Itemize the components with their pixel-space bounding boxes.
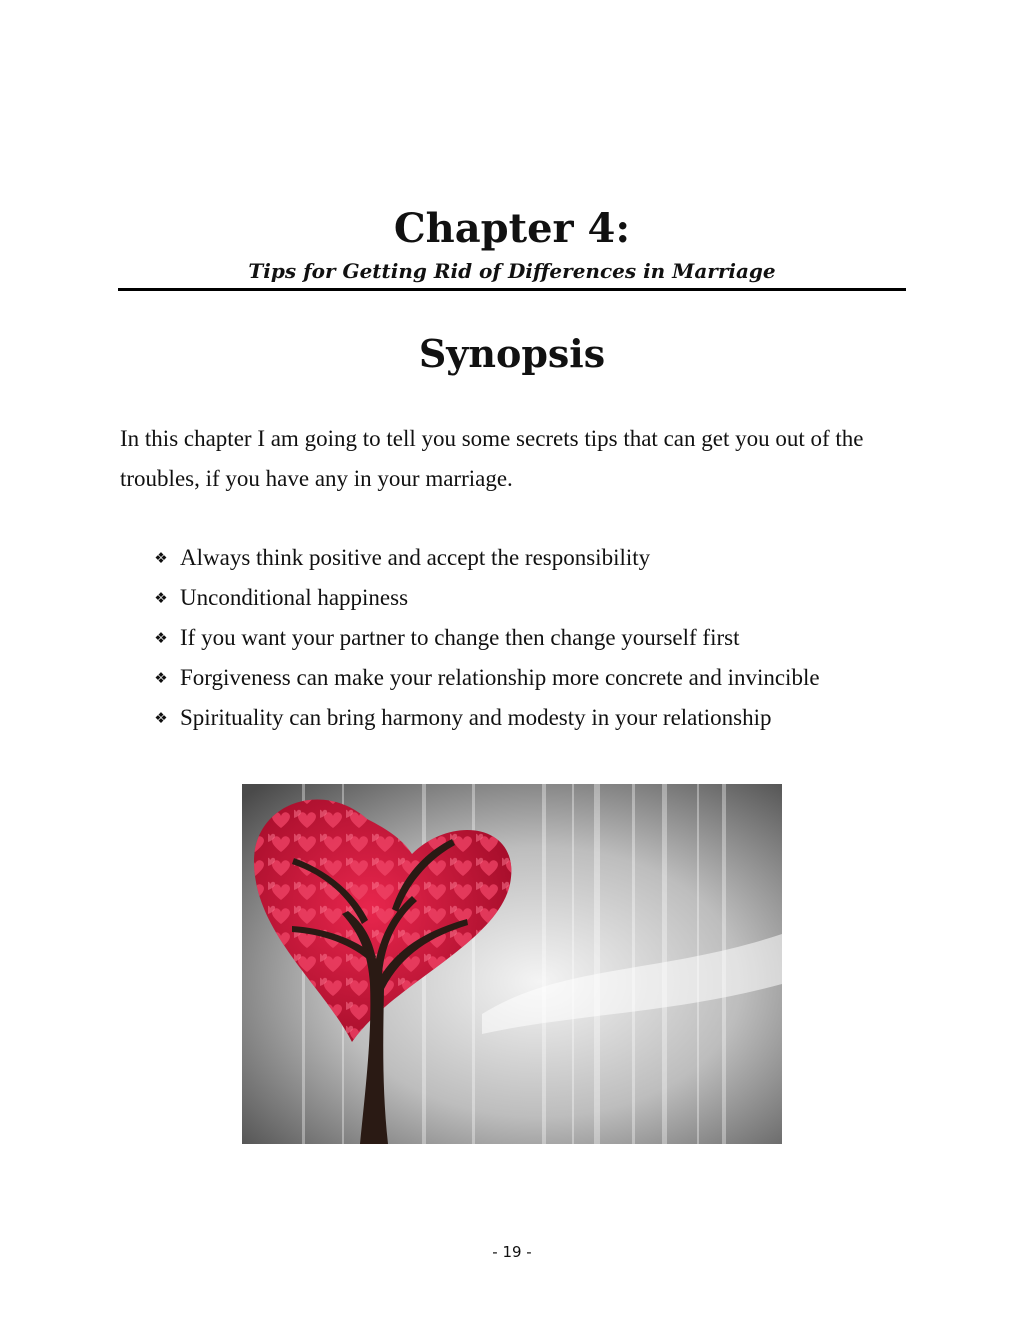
diamond-bullet-icon: ❖	[154, 629, 168, 647]
tip-text: Spirituality can bring harmony and modesty in your relationship	[180, 705, 772, 730]
section-title: Synopsis	[418, 331, 606, 376]
list-item	[150, 658, 930, 698]
page-number: - 19 -	[492, 1243, 532, 1261]
list-item	[150, 618, 930, 658]
title-divider	[118, 288, 906, 291]
tip-text: Forgiveness can make your relationship more concrete and invincible	[180, 665, 820, 690]
diamond-bullet-icon: ❖	[154, 669, 168, 687]
heart-tree-illustration	[242, 784, 782, 1144]
tip-text: Unconditional happiness	[180, 585, 409, 610]
tip-text: If you want your partner to change then change yourself first	[180, 625, 740, 650]
chapter-subtitle: Tips for Getting Rid of Differences in Marriage	[248, 259, 776, 283]
tips-list	[150, 538, 930, 738]
list-item	[150, 698, 930, 738]
diamond-bullet-icon: ❖	[154, 549, 168, 567]
diamond-bullet-icon: ❖	[154, 709, 168, 727]
diamond-bullet-icon: ❖	[154, 589, 168, 607]
intro-paragraph: In this chapter I am going to tell you some secrets tips that can get you out of the troubles, if you have any in your marriage.	[120, 426, 864, 491]
chapter-title: Chapter 4:	[393, 205, 631, 252]
list-item	[150, 578, 930, 618]
tip-text: Always think positive and accept the responsibility	[180, 545, 651, 570]
list-item	[150, 538, 930, 578]
